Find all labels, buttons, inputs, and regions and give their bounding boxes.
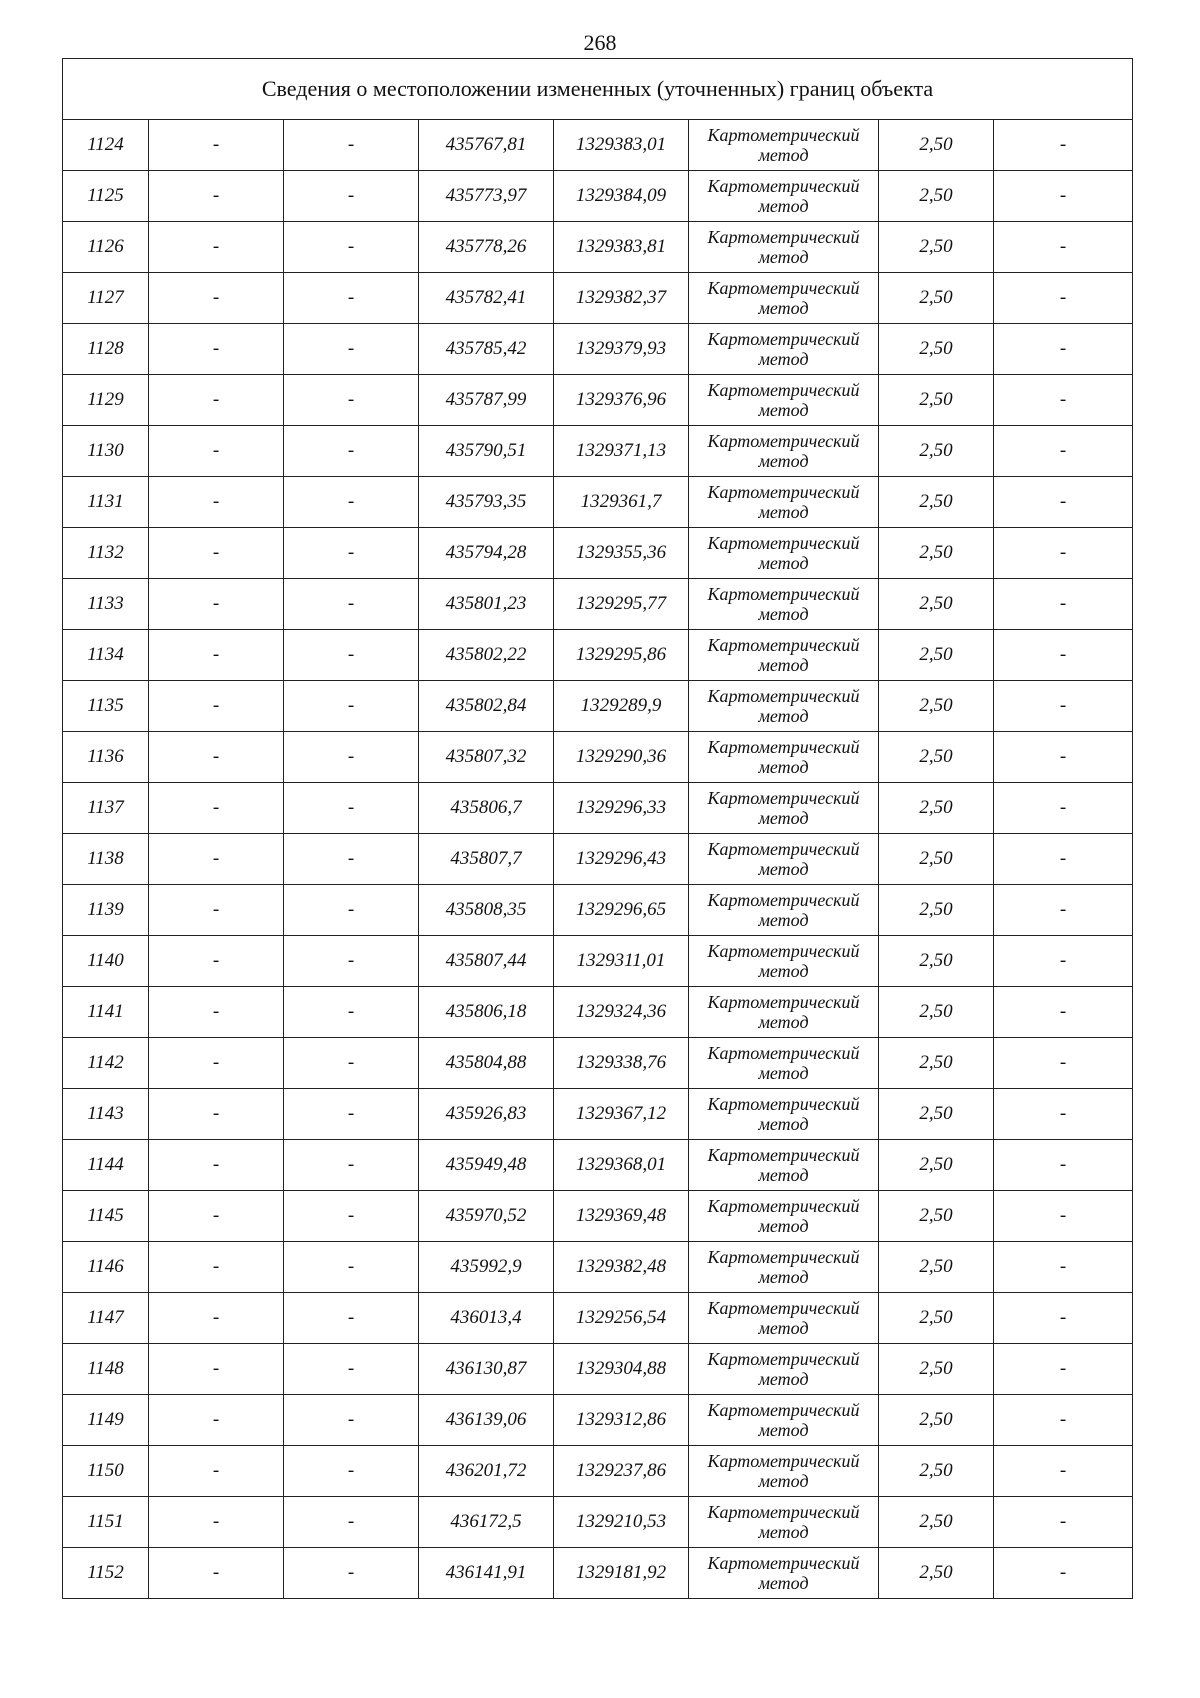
table-row [63, 936, 1133, 987]
table-row [63, 120, 1133, 171]
empty-value-cell: - [994, 375, 1133, 426]
table-row [63, 630, 1133, 681]
empty-value-cell: - [149, 528, 284, 579]
method-text: Картометрический метод [707, 635, 860, 675]
empty-value-cell: - [284, 477, 419, 528]
method-text: Картометрический метод [707, 788, 860, 828]
y-coordinate-cell: 1329383,81 [554, 222, 689, 273]
empty-value-cell: - [149, 324, 284, 375]
table-row [63, 681, 1133, 732]
empty-value-cell: - [994, 426, 1133, 477]
empty-value-cell: - [149, 1038, 284, 1089]
y-coordinate-cell: 1329367,12 [554, 1089, 689, 1140]
y-coordinate-cell: 1329210,53 [554, 1497, 689, 1548]
x-coordinate-cell: 435794,28 [419, 528, 554, 579]
method-cell [689, 1395, 879, 1446]
method-text: Картометрический метод [707, 584, 860, 624]
precision-cell: 2,50 [879, 171, 994, 222]
x-coordinate-cell: 436201,72 [419, 1446, 554, 1497]
page-number: 268 [583, 30, 617, 55]
x-coordinate-cell: 435926,83 [419, 1089, 554, 1140]
table-row [63, 1293, 1133, 1344]
empty-value-cell: - [994, 1548, 1133, 1599]
method-cell [689, 885, 879, 936]
y-coordinate-cell: 1329369,48 [554, 1191, 689, 1242]
empty-value-cell: - [284, 1548, 419, 1599]
method-cell [689, 1089, 879, 1140]
boundary-coordinates-table [62, 58, 1133, 1599]
precision-cell: 2,50 [879, 477, 994, 528]
empty-value-cell: - [994, 1293, 1133, 1344]
y-coordinate-cell: 1329368,01 [554, 1140, 689, 1191]
precision-cell: 2,50 [879, 681, 994, 732]
empty-value-cell: - [149, 732, 284, 783]
precision-cell: 2,50 [879, 1395, 994, 1446]
method-cell [689, 375, 879, 426]
method-cell [689, 1038, 879, 1089]
y-coordinate-cell: 1329181,92 [554, 1548, 689, 1599]
empty-value-cell: - [994, 273, 1133, 324]
empty-value-cell: - [994, 1395, 1133, 1446]
table-title: Сведения о местоположении измененных (уточненных) границ объекта [63, 59, 1133, 120]
x-coordinate-cell: 435793,35 [419, 477, 554, 528]
empty-value-cell: - [284, 273, 419, 324]
precision-cell: 2,50 [879, 834, 994, 885]
method-text: Картометрический метод [707, 1043, 860, 1083]
x-coordinate-cell: 435992,9 [419, 1242, 554, 1293]
table-row [63, 1089, 1133, 1140]
x-coordinate-cell: 435787,99 [419, 375, 554, 426]
method-cell [689, 783, 879, 834]
x-coordinate-cell: 436130,87 [419, 1344, 554, 1395]
precision-cell: 2,50 [879, 120, 994, 171]
method-cell [689, 528, 879, 579]
method-text: Картометрический метод [707, 533, 860, 573]
table-row [63, 579, 1133, 630]
point-number-cell: 1142 [63, 1038, 149, 1089]
method-cell [689, 1446, 879, 1497]
point-number-cell: 1149 [63, 1395, 149, 1446]
y-coordinate-cell: 1329304,88 [554, 1344, 689, 1395]
point-number-cell: 1137 [63, 783, 149, 834]
empty-value-cell: - [284, 936, 419, 987]
precision-cell: 2,50 [879, 324, 994, 375]
x-coordinate-cell: 435806,18 [419, 987, 554, 1038]
precision-cell: 2,50 [879, 1038, 994, 1089]
precision-cell: 2,50 [879, 783, 994, 834]
empty-value-cell: - [284, 171, 419, 222]
x-coordinate-cell: 435807,44 [419, 936, 554, 987]
table-row [63, 1242, 1133, 1293]
point-number-cell: 1126 [63, 222, 149, 273]
method-cell [689, 1242, 879, 1293]
x-coordinate-cell: 435767,81 [419, 120, 554, 171]
empty-value-cell: - [149, 477, 284, 528]
method-cell [689, 579, 879, 630]
empty-value-cell: - [994, 171, 1133, 222]
empty-value-cell: - [284, 1344, 419, 1395]
empty-value-cell: - [284, 1395, 419, 1446]
y-coordinate-cell: 1329296,65 [554, 885, 689, 936]
empty-value-cell: - [149, 120, 284, 171]
empty-value-cell: - [994, 1089, 1133, 1140]
empty-value-cell: - [149, 375, 284, 426]
empty-value-cell: - [149, 936, 284, 987]
y-coordinate-cell: 1329338,76 [554, 1038, 689, 1089]
empty-value-cell: - [284, 1038, 419, 1089]
method-text: Картометрический метод [707, 278, 860, 318]
empty-value-cell: - [149, 1497, 284, 1548]
y-coordinate-cell: 1329237,86 [554, 1446, 689, 1497]
method-text: Картометрический метод [707, 1349, 860, 1389]
method-cell [689, 426, 879, 477]
y-coordinate-cell: 1329383,01 [554, 120, 689, 171]
x-coordinate-cell: 436141,91 [419, 1548, 554, 1599]
method-cell [689, 1191, 879, 1242]
empty-value-cell: - [149, 1548, 284, 1599]
y-coordinate-cell: 1329361,7 [554, 477, 689, 528]
method-text: Картометрический метод [707, 1502, 860, 1542]
point-number-cell: 1135 [63, 681, 149, 732]
empty-value-cell: - [284, 1191, 419, 1242]
x-coordinate-cell: 436013,4 [419, 1293, 554, 1344]
point-number-cell: 1145 [63, 1191, 149, 1242]
point-number-cell: 1130 [63, 426, 149, 477]
method-text: Картометрический метод [707, 1298, 860, 1338]
table-row [63, 222, 1133, 273]
point-number-cell: 1134 [63, 630, 149, 681]
y-coordinate-cell: 1329295,77 [554, 579, 689, 630]
method-text: Картометрический метод [707, 1247, 860, 1287]
empty-value-cell: - [284, 324, 419, 375]
precision-cell: 2,50 [879, 375, 994, 426]
method-cell [689, 120, 879, 171]
empty-value-cell: - [284, 1089, 419, 1140]
empty-value-cell: - [149, 885, 284, 936]
point-number-cell: 1136 [63, 732, 149, 783]
table-row [63, 426, 1133, 477]
method-text: Картометрический метод [707, 1145, 860, 1185]
empty-value-cell: - [994, 1140, 1133, 1191]
table-row [63, 273, 1133, 324]
method-text: Картометрический метод [707, 992, 860, 1032]
y-coordinate-cell: 1329376,96 [554, 375, 689, 426]
method-text: Картометрический метод [707, 176, 860, 216]
table-body [63, 59, 1133, 1599]
method-cell [689, 1140, 879, 1191]
empty-value-cell: - [149, 1395, 284, 1446]
method-cell [689, 987, 879, 1038]
method-text: Картометрический метод [707, 329, 860, 369]
empty-value-cell: - [284, 681, 419, 732]
table-row [63, 1038, 1133, 1089]
method-cell [689, 1548, 879, 1599]
precision-cell: 2,50 [879, 987, 994, 1038]
empty-value-cell: - [284, 222, 419, 273]
empty-value-cell: - [149, 834, 284, 885]
method-text: Картометрический метод [707, 431, 860, 471]
empty-value-cell: - [149, 1344, 284, 1395]
empty-value-cell: - [994, 834, 1133, 885]
precision-cell: 2,50 [879, 1293, 994, 1344]
empty-value-cell: - [149, 1089, 284, 1140]
empty-value-cell: - [994, 630, 1133, 681]
point-number-cell: 1129 [63, 375, 149, 426]
y-coordinate-cell: 1329312,86 [554, 1395, 689, 1446]
empty-value-cell: - [994, 477, 1133, 528]
point-number-cell: 1150 [63, 1446, 149, 1497]
table-row [63, 375, 1133, 426]
empty-value-cell: - [149, 222, 284, 273]
x-coordinate-cell: 435806,7 [419, 783, 554, 834]
precision-cell: 2,50 [879, 1344, 994, 1395]
empty-value-cell: - [149, 681, 284, 732]
point-number-cell: 1147 [63, 1293, 149, 1344]
empty-value-cell: - [994, 222, 1133, 273]
empty-value-cell: - [994, 1446, 1133, 1497]
empty-value-cell: - [149, 1140, 284, 1191]
method-text: Картометрический метод [707, 125, 860, 165]
empty-value-cell: - [284, 834, 419, 885]
method-cell [689, 630, 879, 681]
empty-value-cell: - [284, 987, 419, 1038]
method-text: Картометрический метод [707, 686, 860, 726]
empty-value-cell: - [149, 171, 284, 222]
precision-cell: 2,50 [879, 1497, 994, 1548]
empty-value-cell: - [994, 936, 1133, 987]
y-coordinate-cell: 1329295,86 [554, 630, 689, 681]
point-number-cell: 1141 [63, 987, 149, 1038]
point-number-cell: 1128 [63, 324, 149, 375]
method-cell [689, 273, 879, 324]
empty-value-cell: - [284, 426, 419, 477]
x-coordinate-cell: 435802,22 [419, 630, 554, 681]
point-number-cell: 1139 [63, 885, 149, 936]
empty-value-cell: - [994, 324, 1133, 375]
empty-value-cell: - [994, 885, 1133, 936]
method-cell [689, 1344, 879, 1395]
method-text: Картометрический метод [707, 941, 860, 981]
table-row [63, 1497, 1133, 1548]
method-text: Картометрический метод [707, 380, 860, 420]
x-coordinate-cell: 435790,51 [419, 426, 554, 477]
table-row [63, 885, 1133, 936]
precision-cell: 2,50 [879, 222, 994, 273]
empty-value-cell: - [284, 783, 419, 834]
empty-value-cell: - [149, 987, 284, 1038]
method-cell [689, 171, 879, 222]
y-coordinate-cell: 1329324,36 [554, 987, 689, 1038]
table-row [63, 1344, 1133, 1395]
method-text: Картометрический метод [707, 1451, 860, 1491]
empty-value-cell: - [994, 1344, 1133, 1395]
empty-value-cell: - [994, 120, 1133, 171]
table-row [63, 834, 1133, 885]
point-number-cell: 1125 [63, 171, 149, 222]
method-cell [689, 477, 879, 528]
x-coordinate-cell: 435807,7 [419, 834, 554, 885]
empty-value-cell: - [994, 732, 1133, 783]
empty-value-cell: - [994, 1497, 1133, 1548]
precision-cell: 2,50 [879, 528, 994, 579]
x-coordinate-cell: 435785,42 [419, 324, 554, 375]
empty-value-cell: - [149, 1242, 284, 1293]
y-coordinate-cell: 1329371,13 [554, 426, 689, 477]
empty-value-cell: - [994, 579, 1133, 630]
y-coordinate-cell: 1329311,01 [554, 936, 689, 987]
table-title-row [63, 59, 1133, 120]
table-row [63, 732, 1133, 783]
x-coordinate-cell: 435970,52 [419, 1191, 554, 1242]
precision-cell: 2,50 [879, 426, 994, 477]
method-text: Картометрический метод [707, 227, 860, 267]
x-coordinate-cell: 435773,97 [419, 171, 554, 222]
empty-value-cell: - [284, 375, 419, 426]
table-row [63, 783, 1133, 834]
point-number-cell: 1151 [63, 1497, 149, 1548]
point-number-cell: 1146 [63, 1242, 149, 1293]
method-text: Картометрический метод [707, 1553, 860, 1593]
y-coordinate-cell: 1329384,09 [554, 171, 689, 222]
precision-cell: 2,50 [879, 1191, 994, 1242]
x-coordinate-cell: 435804,88 [419, 1038, 554, 1089]
method-cell [689, 1293, 879, 1344]
point-number-cell: 1143 [63, 1089, 149, 1140]
empty-value-cell: - [284, 120, 419, 171]
y-coordinate-cell: 1329296,43 [554, 834, 689, 885]
x-coordinate-cell: 435808,35 [419, 885, 554, 936]
precision-cell: 2,50 [879, 579, 994, 630]
x-coordinate-cell: 436172,5 [419, 1497, 554, 1548]
table-row [63, 324, 1133, 375]
precision-cell: 2,50 [879, 1548, 994, 1599]
y-coordinate-cell: 1329379,93 [554, 324, 689, 375]
method-cell [689, 324, 879, 375]
method-cell [689, 936, 879, 987]
empty-value-cell: - [284, 1140, 419, 1191]
empty-value-cell: - [284, 1242, 419, 1293]
table-row [63, 1446, 1133, 1497]
precision-cell: 2,50 [879, 1446, 994, 1497]
empty-value-cell: - [994, 528, 1133, 579]
point-number-cell: 1133 [63, 579, 149, 630]
method-text: Картометрический метод [707, 1094, 860, 1134]
method-cell [689, 1497, 879, 1548]
precision-cell: 2,50 [879, 273, 994, 324]
empty-value-cell: - [994, 1191, 1133, 1242]
method-cell [689, 222, 879, 273]
method-text: Картометрический метод [707, 482, 860, 522]
empty-value-cell: - [284, 885, 419, 936]
point-number-cell: 1138 [63, 834, 149, 885]
y-coordinate-cell: 1329289,9 [554, 681, 689, 732]
empty-value-cell: - [284, 630, 419, 681]
method-cell [689, 834, 879, 885]
table-row [63, 171, 1133, 222]
point-number-cell: 1152 [63, 1548, 149, 1599]
y-coordinate-cell: 1329355,36 [554, 528, 689, 579]
method-text: Картометрический метод [707, 1400, 860, 1440]
table-row [63, 1140, 1133, 1191]
precision-cell: 2,50 [879, 936, 994, 987]
empty-value-cell: - [994, 1242, 1133, 1293]
method-cell [689, 732, 879, 783]
x-coordinate-cell: 435778,26 [419, 222, 554, 273]
point-number-cell: 1144 [63, 1140, 149, 1191]
empty-value-cell: - [994, 783, 1133, 834]
empty-value-cell: - [149, 1191, 284, 1242]
precision-cell: 2,50 [879, 732, 994, 783]
empty-value-cell: - [284, 1293, 419, 1344]
method-text: Картометрический метод [707, 839, 860, 879]
y-coordinate-cell: 1329256,54 [554, 1293, 689, 1344]
point-number-cell: 1124 [63, 120, 149, 171]
table-row [63, 1191, 1133, 1242]
table-row [63, 477, 1133, 528]
empty-value-cell: - [149, 426, 284, 477]
empty-value-cell: - [149, 630, 284, 681]
empty-value-cell: - [284, 1446, 419, 1497]
table-row [63, 1395, 1133, 1446]
method-text: Картометрический метод [707, 890, 860, 930]
method-text: Картометрический метод [707, 737, 860, 777]
y-coordinate-cell: 1329382,37 [554, 273, 689, 324]
y-coordinate-cell: 1329290,36 [554, 732, 689, 783]
x-coordinate-cell: 435807,32 [419, 732, 554, 783]
precision-cell: 2,50 [879, 1242, 994, 1293]
point-number-cell: 1148 [63, 1344, 149, 1395]
table-row [63, 1548, 1133, 1599]
x-coordinate-cell: 436139,06 [419, 1395, 554, 1446]
empty-value-cell: - [149, 1293, 284, 1344]
table-row [63, 987, 1133, 1038]
precision-cell: 2,50 [879, 1089, 994, 1140]
method-cell [689, 681, 879, 732]
y-coordinate-cell: 1329296,33 [554, 783, 689, 834]
empty-value-cell: - [149, 1446, 284, 1497]
empty-value-cell: - [994, 681, 1133, 732]
empty-value-cell: - [994, 1038, 1133, 1089]
empty-value-cell: - [149, 273, 284, 324]
table-row [63, 528, 1133, 579]
y-coordinate-cell: 1329382,48 [554, 1242, 689, 1293]
point-number-cell: 1132 [63, 528, 149, 579]
x-coordinate-cell: 435802,84 [419, 681, 554, 732]
empty-value-cell: - [284, 579, 419, 630]
empty-value-cell: - [994, 987, 1133, 1038]
x-coordinate-cell: 435801,23 [419, 579, 554, 630]
x-coordinate-cell: 435782,41 [419, 273, 554, 324]
empty-value-cell: - [284, 528, 419, 579]
empty-value-cell: - [149, 579, 284, 630]
point-number-cell: 1127 [63, 273, 149, 324]
empty-value-cell: - [284, 1497, 419, 1548]
x-coordinate-cell: 435949,48 [419, 1140, 554, 1191]
precision-cell: 2,50 [879, 630, 994, 681]
point-number-cell: 1131 [63, 477, 149, 528]
empty-value-cell: - [149, 783, 284, 834]
empty-value-cell: - [284, 732, 419, 783]
method-text: Картометрический метод [707, 1196, 860, 1236]
precision-cell: 2,50 [879, 1140, 994, 1191]
point-number-cell: 1140 [63, 936, 149, 987]
precision-cell: 2,50 [879, 885, 994, 936]
